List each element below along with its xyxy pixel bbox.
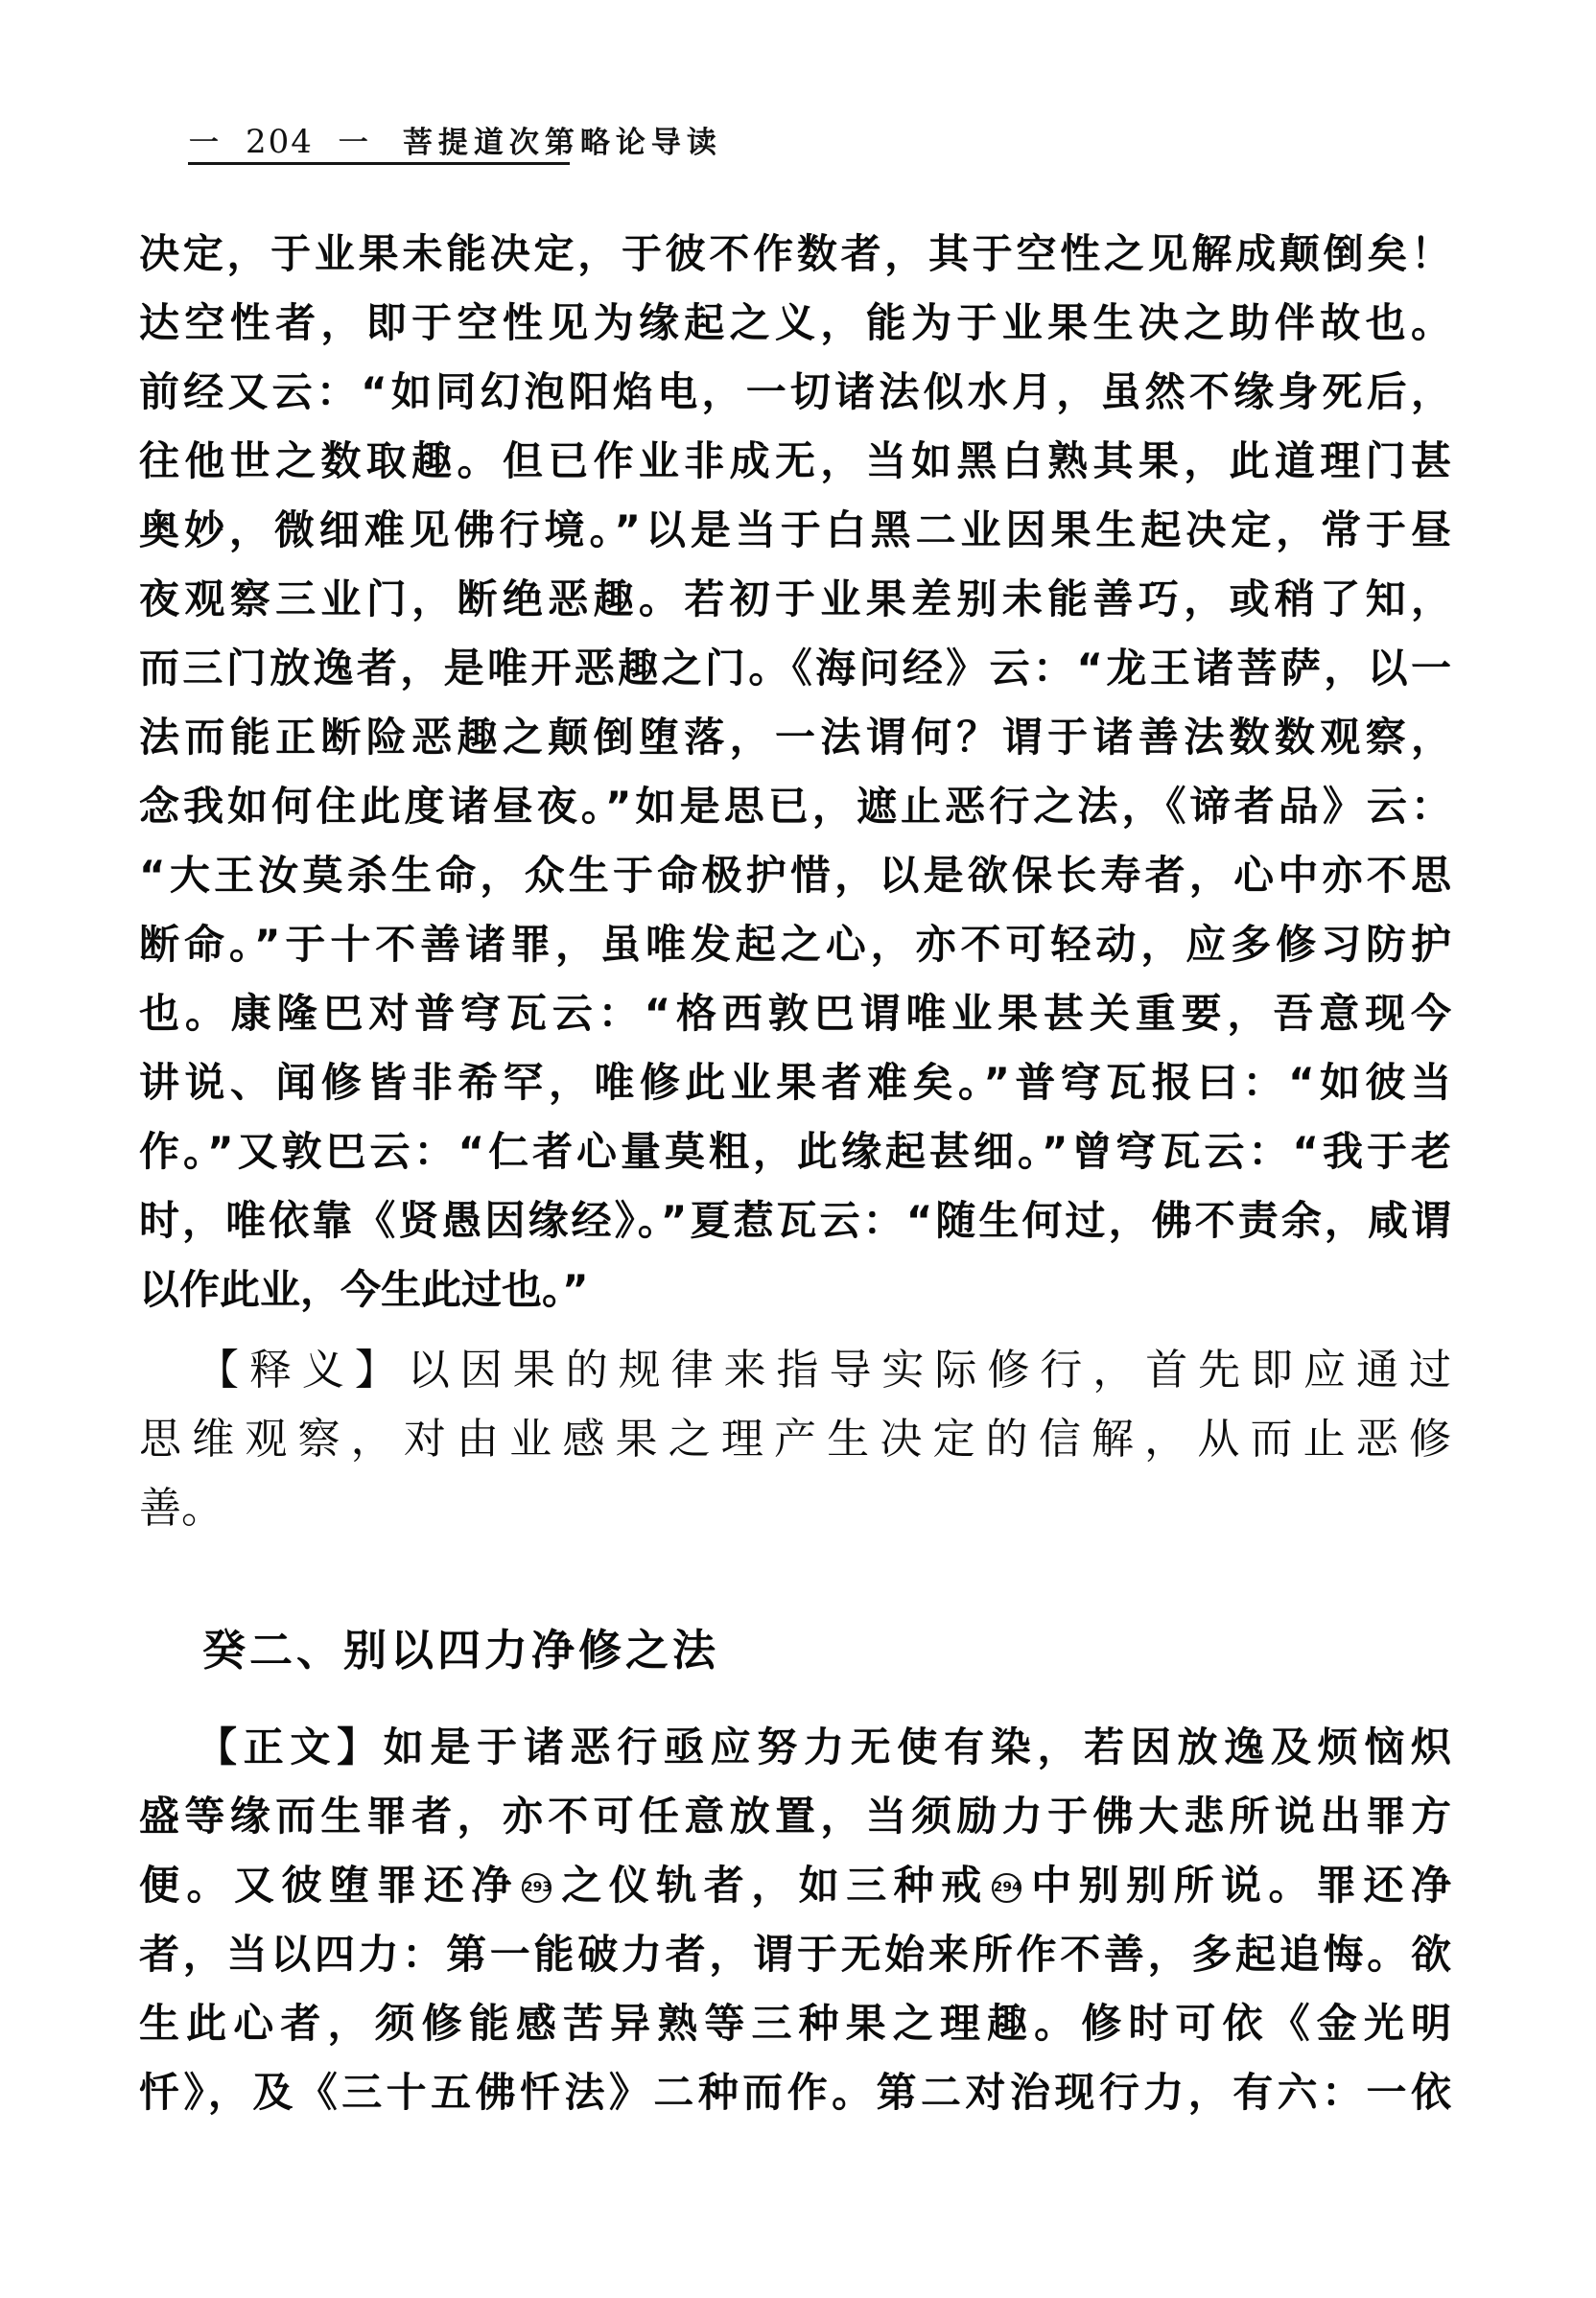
page-number-dash-right: 一 [338,128,370,156]
commentary-line: 【释义】以因果的规律来指导实际修行，首先即应通过 [197,1346,1451,1395]
header-rule [188,162,570,165]
text-line: 也。康隆巴对普穹瓦云：“格西敦巴谓唯业果甚关重要，吾意现今 [139,990,1451,1037]
footnote-ref-294: 294 [992,1873,1021,1903]
root-text-line: 生此心者，须修能感苦异熟等三种果之理趣。修时可依《金光明 [139,2000,1451,2047]
root-text-line: 【正文】如是于诸恶行亟应努力无使有染，若因放逸及烦恼炽 [197,1724,1451,1770]
commentary-paragraph [139,1336,1451,1543]
root-text-line: 盛等缘而生罪者，亦不可任意放置，当须励力于佛大悲所说出罪方 [139,1793,1451,1840]
text-line: 法而能正断险恶趣之颠倒堕落，一法谓何？谓于诸善法数数观察， [139,714,1451,761]
root-text-segment: 中别别所说。罪还净 [1023,1862,1451,1909]
root-text-line: 忏》，及《三十五佛忏法》二种而作。第二对治现行力，有六：一依 [139,2069,1451,2116]
commentary-line: 思维观察，对由业感果之理产生决定的信解，从而止恶修 [139,1415,1451,1464]
text-line: 达空性者，即于空性见为缘起之义，能为于业果生决之助伴故也。 [139,299,1451,346]
text-line: 决定，于业果未能决定，于彼不作数者，其于空性之见解成颠倒矣！ [139,230,1451,277]
page-header [189,118,722,161]
text-line: 以作此业，今生此过也。” [139,1266,589,1313]
text-line: 往他世之数取趣。但已作业非成无，当如黑白熟其果，此道理门甚 [139,437,1451,484]
footnote-ref-293: 293 [522,1873,552,1903]
text-line: 而三门放逸者，是唯开恶趣之门。《海问经》云：“龙王诸菩萨，以一 [139,645,1451,692]
root-text-line [139,1851,1451,1920]
text-line: 前经又云：“如同幻泡阳焰电，一切诸法似水月，虽然不缘身死后， [139,368,1451,415]
text-line: 讲说、闻修皆非希罕，唯修此业果者难矣。”普穹瓦报曰：“如彼当 [139,1059,1451,1106]
text-line: 断命。”于十不善诸罪，虽唯发起之心，亦不可轻动，应多修习防护 [139,921,1451,968]
text-line: 念我如何住此度诸昼夜。”如是思已，遮止恶行之法，《谛者品》云： [139,783,1451,830]
main-text-paragraph [139,220,1451,1325]
root-text-line: 者，当以四力：第一能破力者，谓于无始来所作不善，多起追悔。欲 [139,1931,1451,1978]
root-text-segment: 便。又彼堕罪还净 [139,1862,519,1909]
root-text-paragraph [139,1713,1451,2127]
text-line: 作。”又敦巴云：“仁者心量莫粗，此缘起甚细。”曾穹瓦云：“我于老 [139,1128,1451,1175]
book-title: 菩提道次第略论导读 [402,126,722,160]
page-number: 204 [246,123,314,161]
text-line: 时，唯依靠《贤愚因缘经》。”夏惹瓦云：“随生何过，佛不责余，咸谓 [139,1197,1451,1244]
commentary-line: 善。 [139,1484,223,1533]
root-text-segment: 之仪轨者，如三种戒 [553,1862,989,1909]
text-line: “大王汝莫杀生命，众生于命极护惜，以是欲保长寿者，心中亦不思 [139,852,1451,899]
page-number-dash-left: 一 [189,128,221,156]
text-line: 夜观察三业门，断绝恶趣。若初于业果差别未能善巧，或稍了知， [139,575,1451,622]
text-line: 奥妙，微细难见佛行境。”以是当于白黑二业因果生起决定，常于昼 [139,506,1451,553]
section-heading: 癸二、别以四力净修之法 [202,1625,720,1676]
